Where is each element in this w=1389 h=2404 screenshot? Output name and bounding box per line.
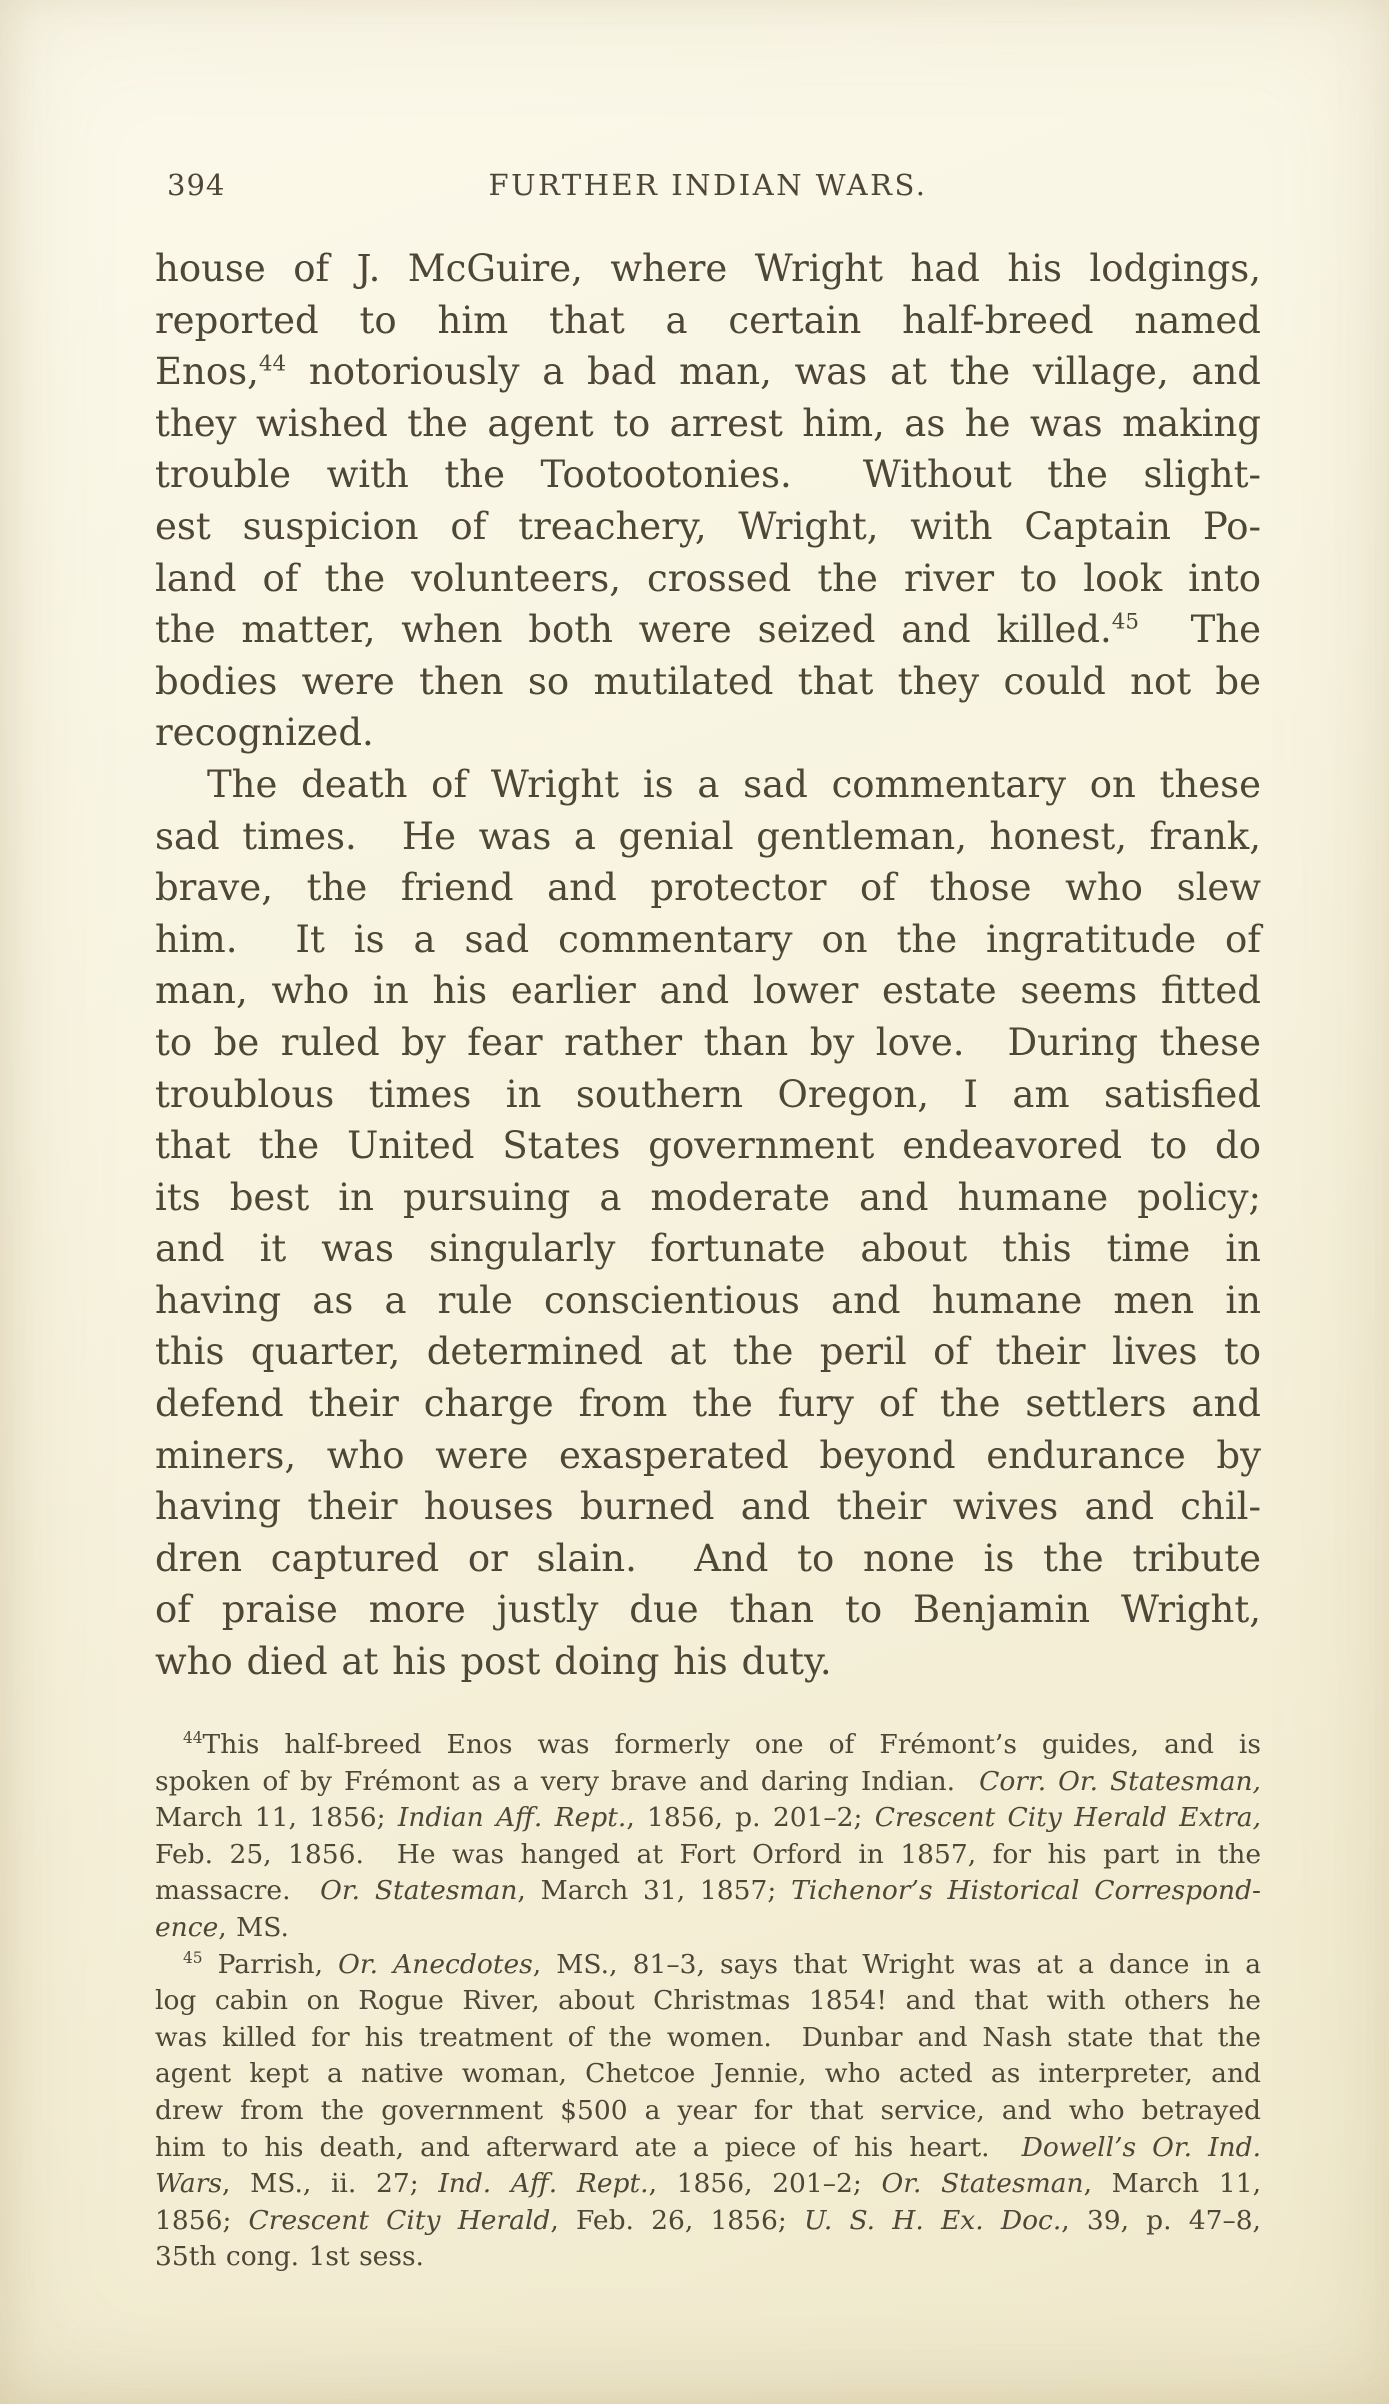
text-line: troublous times in southern Oregon, I am satisfied bbox=[155, 1072, 1261, 1116]
text-line: 1856; Crescent City Herald, Feb. 26, 1856; U. S. H. Ex. Doc., 39, p. 47–8, bbox=[155, 2204, 1261, 2236]
footnotes bbox=[155, 1727, 1261, 2276]
text-line: bodies were then so mutilated that they could not be bbox=[155, 659, 1261, 703]
text-line: brave, the friend and protector of those who slew bbox=[155, 866, 1261, 910]
text-line: agent kept a native woman, Chetcoe Jennie, who acted as interpreter, and bbox=[155, 2058, 1261, 2090]
text-line: and it was singularly fortunate about this time in bbox=[155, 1227, 1261, 1271]
text-line: ence, MS. bbox=[155, 1911, 289, 1943]
text-line: $^{45}$ Parrish, Or. Anecdotes, MS., 81–3, says that Wright was at a dance in a bbox=[183, 1948, 1261, 1980]
running-head bbox=[155, 168, 1261, 210]
text-line: this quarter, determined at the peril of their lives to bbox=[155, 1330, 1261, 1374]
text-line: of praise more justly due than to Benjamin Wright, bbox=[155, 1588, 1261, 1632]
text-line: him. It is a sad commentary on the ingratitude of bbox=[155, 917, 1261, 961]
text-line: $^{44}$This half-breed Enos was formerly one of Frémont’s guides, and is bbox=[183, 1729, 1261, 1760]
text-line: est suspicion of treachery, Wright, with Captain Po- bbox=[155, 504, 1261, 548]
body-text bbox=[155, 243, 1261, 1688]
text-line: sad times. He was a genial gentleman, honest, frank, bbox=[155, 814, 1261, 858]
text-line: defend their charge from the fury of the settlers and bbox=[155, 1382, 1261, 1426]
text-line: they wished the agent to arrest him, as he was making bbox=[155, 401, 1261, 445]
text-line: was killed for his treatment of the women. Dunbar and Nash state that the bbox=[155, 2021, 1261, 2053]
text-line: its best in pursuing a moderate and humane policy; bbox=[155, 1175, 1261, 1219]
text-line: dren captured or slain. And to none is the tribute bbox=[155, 1536, 1261, 1580]
text-line: March 11, 1856; Indian Aff. Rept., 1856, p. 201–2; Crescent City Herald Extra, bbox=[155, 1802, 1261, 1834]
text-line: man, who in his earlier and lower estate seems fitted bbox=[155, 969, 1261, 1013]
text-line: 35th cong. 1st sess. bbox=[155, 2241, 424, 2273]
text-line: The death of Wright is a sad commentary on these bbox=[207, 762, 1261, 806]
footnote-marker: 45 bbox=[183, 1948, 203, 1967]
running-title: FURTHER INDIAN WARS. bbox=[488, 168, 928, 202]
text-line: the matter, when both were seized and killed.$^{45}$ The bbox=[155, 608, 1261, 652]
text-line: that the United States government endeavored to do bbox=[155, 1124, 1261, 1168]
text-line: Wars, MS., ii. 27; Ind. Aff. Rept., 1856, 201–2; Or. Statesman, March 11, bbox=[155, 2168, 1261, 2200]
text-line: who died at his post doing his duty. bbox=[155, 1640, 832, 1684]
footnote-marker: 44 bbox=[258, 351, 287, 377]
text-line: log cabin on Rogue River, about Christmas 1854! and that with others he bbox=[155, 1985, 1261, 2017]
text-line: to be ruled by fear rather than by love. During these bbox=[155, 1020, 1261, 1064]
text-line: land of the volunteers, crossed the river to look into bbox=[155, 556, 1261, 600]
text-line: trouble with the Tootootonies. Without the slight- bbox=[155, 453, 1261, 497]
page-number: 394 bbox=[167, 168, 226, 202]
text-line: drew from the government $500 a year for that service, and who betrayed bbox=[155, 2094, 1261, 2126]
text-line: house of J. McGuire, where Wright had his lodgings, bbox=[155, 247, 1261, 290]
text-line: miners, who were exasperated beyond endurance by bbox=[155, 1433, 1261, 1477]
text-line: having their houses burned and their wives and chil- bbox=[155, 1485, 1261, 1529]
text-line: spoken of by Frémont as a very brave and daring Indian. Corr. Or. Statesman, bbox=[155, 1765, 1261, 1797]
footnote-marker: 44 bbox=[183, 1729, 203, 1748]
text-line: having as a rule conscientious and humane men in bbox=[155, 1278, 1261, 1322]
text-line: recognized. bbox=[155, 711, 374, 755]
text-line: him to his death, and afterward ate a piece of his heart. Dowell’s Or. Ind. bbox=[155, 2131, 1262, 2163]
text-line: Feb. 25, 1856. He was hanged at Fort Orford in 1857, for his part in the bbox=[155, 1838, 1261, 1870]
text-line: reported to him that a certain half-breed named bbox=[155, 298, 1261, 342]
footnote-marker: 45 bbox=[1111, 609, 1140, 635]
text-line: massacre. Or. Statesman, March 31, 1857; Tichenor’s Historical Correspond- bbox=[155, 1875, 1262, 1907]
text-line: Enos,$^{44}$ notoriously a bad man, was at the village, and bbox=[155, 350, 1261, 394]
